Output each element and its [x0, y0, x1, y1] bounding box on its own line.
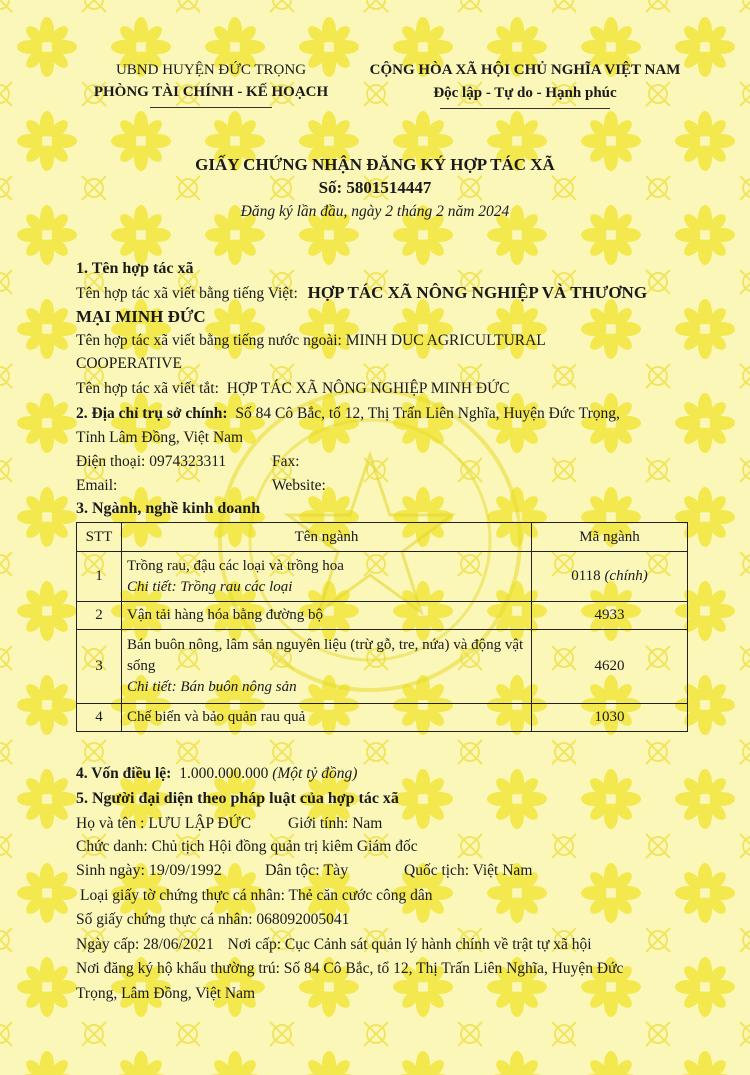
rep-residence-value: Số 84 Cô Bắc, tổ 12, Thị Trấn Liên Nghĩa, Huyện Đức [283, 960, 624, 977]
rep-issue-date: 28/06/2021 [143, 936, 214, 953]
rep-id-type-row [80, 887, 433, 905]
vietnamese-name-value-2: MẠI MINH ĐỨC [76, 307, 206, 326]
table-row [77, 602, 688, 630]
table-header-row [77, 523, 688, 552]
row-detail-text: Bán buôn nông sản [180, 679, 297, 695]
foreign-name-row [76, 332, 546, 350]
rep-name-label: Họ và tên : [76, 815, 145, 832]
registration-date: Đăng ký lần đầu, ngày 2 tháng 2 năm 2024 [240, 203, 510, 220]
rep-issue-row [76, 936, 592, 954]
foreign-name-label: Tên hợp tác xã viết bằng tiếng nước ngoài: [76, 332, 342, 349]
rep-id-type-label: Loại giấy tờ chứng thực cá nhân: [80, 887, 285, 904]
address-value-2: Tỉnh Lâm Đồng, Việt Nam [76, 429, 244, 446]
vietnamese-name-row [76, 283, 647, 303]
foreign-name-value: MINH DUC AGRICULTURAL [345, 332, 546, 349]
rep-ethnic-row [265, 862, 348, 880]
capital-amount: 1.000.000.000 [179, 765, 269, 782]
rep-residence-row [76, 960, 623, 978]
section2-heading: 2. Địa chỉ trụ sở chính: [76, 405, 228, 422]
table-row [77, 630, 688, 704]
rep-ethnic-label: Dân tộc: [265, 862, 320, 879]
section4-heading: 4. Vốn điều lệ: [76, 765, 172, 782]
rep-id-number-row [76, 911, 349, 929]
rep-dob-row [76, 862, 222, 880]
rep-residence-value-2: Trọng, Lâm Đồng, Việt Nam [76, 985, 256, 1002]
row-stt: 1 [77, 552, 122, 602]
business-lines-table [76, 522, 688, 732]
issuer-underline [150, 107, 272, 108]
table-row [77, 552, 688, 602]
vietnamese-name-label: Tên hợp tác xã viết bằng tiếng Việt: [76, 285, 298, 302]
phone-label: Điện thoại: [76, 453, 146, 470]
issuer-line-2: PHÒNG TÀI CHÍNH - KẾ HOẠCH [93, 84, 329, 100]
table-row [77, 704, 688, 732]
phone-row [76, 453, 226, 471]
column-header-code: Mã ngành [532, 523, 688, 552]
vietnamese-name-value: HỢP TÁC XÃ NÔNG NGHIỆP VÀ THƯƠNG [307, 283, 648, 302]
section5-heading: 5. Người đại diện theo pháp luật của hợp tác xã [76, 790, 399, 807]
row-name-text-2: sống [127, 658, 156, 674]
rep-gender-row [288, 815, 382, 833]
rep-name-value: LƯU LẬP ĐỨC [148, 815, 252, 832]
phone-value: 0974323311 [149, 453, 227, 470]
rep-title-row [76, 838, 418, 856]
website-label: Website: [272, 477, 326, 494]
rep-issue-place-label: Nơi cấp: [227, 936, 282, 953]
rep-nationality-label: Quốc tịch: [404, 862, 469, 879]
row-code-value: 0118 [571, 568, 601, 584]
row-name-text: Trồng rau, đậu các loại và trồng hoa [127, 557, 344, 574]
column-header-name: Tên ngành [122, 523, 532, 552]
rep-residence-label: Nơi đăng ký hộ khẩu thường trú: [76, 960, 280, 977]
rep-issue-place: Cục Cảnh sát quản lý hành chính về trật tự xã hội [284, 936, 592, 953]
rep-gender-label: Giới tính: [288, 815, 349, 832]
email-label: Email: [76, 477, 118, 494]
fax-label: Fax: [272, 453, 300, 470]
row-code-value: 4933 [532, 602, 688, 630]
rep-title-value: Chủ tịch Hội đồng quản trị kiêm Giám đốc [151, 838, 418, 855]
row-detail-label: Chi tiết: [127, 578, 177, 595]
rep-name-row [76, 815, 251, 833]
rep-title-label: Chức danh: [76, 838, 148, 855]
row-stt: 4 [77, 704, 122, 732]
certificate-number: Số: 5801514447 [318, 178, 432, 197]
short-name-row [76, 380, 510, 398]
section1-heading: 1. Tên hợp tác xã [76, 260, 194, 277]
row-detail-label: Chi tiết: [127, 679, 177, 695]
row-code-note: (chính) [604, 568, 648, 584]
national-motto: Độc lập - Tự do - Hạnh phúc [433, 85, 617, 101]
row-code-value: 4620 [532, 630, 688, 704]
foreign-name-value-2: COOPERATIVE [76, 355, 182, 372]
row-code-value: 1030 [532, 704, 688, 732]
row-name [122, 552, 532, 602]
row-name [122, 630, 532, 704]
rep-id-number-value: 068092005041 [256, 911, 350, 928]
rep-nationality-value: Việt Nam [472, 862, 533, 879]
row-detail-text: Trồng rau các loại [180, 578, 293, 595]
rep-gender-value: Nam [352, 815, 383, 832]
row-code [532, 552, 688, 602]
issuer-line-1: UBND HUYỆN ĐỨC TRỌNG [115, 62, 307, 78]
address-value: Số 84 Cô Bắc, tổ 12, Thị Trấn Liên Nghĩa, Huyện Đức Trọng, [235, 405, 620, 422]
short-name-value: HỢP TÁC XÃ NÔNG NGHIỆP MINH ĐỨC [226, 380, 510, 397]
capital-row [76, 765, 357, 783]
rep-dob-value: 19/09/1992 [148, 862, 222, 879]
rep-dob-label: Sinh ngày: [76, 862, 145, 879]
national-title: CỘNG HÒA XÃ HỘI CHỦ NGHĨA VIỆT NAM [369, 62, 681, 78]
section3-heading: 3. Ngành, nghề kinh doanh [76, 500, 261, 517]
capital-words: (Một tỷ đồng) [272, 765, 358, 782]
rep-ethnic-value: Tày [323, 862, 349, 879]
rep-id-number-label: Số giấy chứng thực cá nhân: [76, 911, 253, 928]
row-name-text: Vận tải hàng hóa bằng đường bộ [122, 602, 532, 630]
row-detail [127, 577, 526, 598]
rep-issue-label: Ngày cấp: [76, 936, 140, 953]
document-title: GIẤY CHỨNG NHẬN ĐĂNG KÝ HỢP TÁC XÃ [195, 155, 555, 174]
row-stt: 2 [77, 602, 122, 630]
row-stt: 3 [77, 630, 122, 704]
rep-nationality-row [404, 862, 532, 880]
row-name-text: Chế biến và bảo quản rau quả [122, 704, 532, 732]
motto-underline [440, 108, 610, 109]
address-row [76, 405, 620, 423]
short-name-label: Tên hợp tác xã viết tắt: [76, 380, 219, 397]
column-header-stt: STT [77, 523, 122, 552]
rep-id-type-value: Thẻ căn cước công dân [288, 887, 433, 904]
row-detail [127, 677, 526, 698]
row-name-text: Bán buôn nông, lâm sản nguyên liệu (trừ gỗ, tre, nứa) và động vật [127, 637, 524, 653]
